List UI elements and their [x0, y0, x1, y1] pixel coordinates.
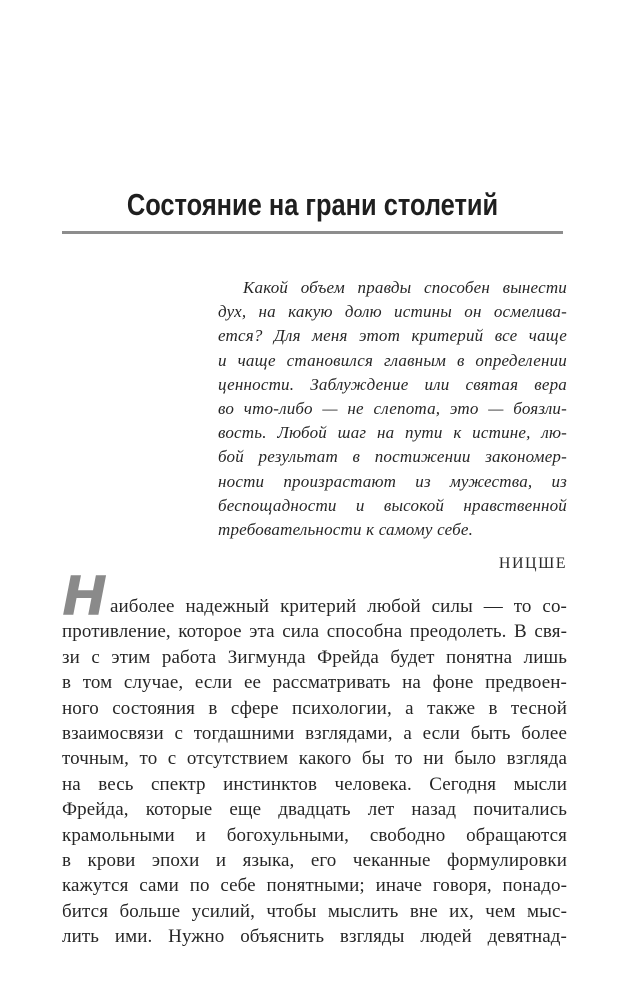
text-line: дух, на какую долю истины он осмелива-	[218, 302, 567, 322]
text-line: требовательности к самому себе.	[218, 520, 474, 540]
text-line: противление, которое эта сила способна преодолеть. В свя-	[62, 621, 567, 643]
chapter-title: Состояние на грани столетий	[126, 187, 499, 222]
epigraph-attribution: НИЦШЕ	[498, 555, 567, 573]
text-line: на весь спектр инстинктов человека. Сегодня мысли	[62, 773, 567, 795]
text-line: во что-либо — не слепота, это — боязли-	[218, 399, 567, 419]
text-line: точным, то с отсутствием какого бы то ни было взгляда	[62, 748, 567, 770]
text-line: ности произрастают из мужества, из	[218, 471, 567, 491]
text-line: ного состояния в сфере психологии, а также в тесной	[62, 697, 567, 719]
text-line: Фрейда, которые еще двадцать лет назад почитались	[62, 799, 567, 821]
text-line: вость. Любой шаг на пути к истине, лю-	[218, 423, 567, 443]
text-line: бой результат в постижении закономер-	[218, 447, 567, 467]
body-lines	[62, 594, 567, 950]
title-divider-rule	[62, 231, 563, 234]
text-line: бится больше усилий, чтобы мыслить вне их, чем мыс-	[62, 900, 567, 922]
text-line: ценности. Заблуждение или святая вера	[218, 374, 567, 394]
text-line: крамольными и богохульными, свободно обращаются	[62, 824, 567, 846]
text-line: в крови эпохи и языка, его чеканные формулировки	[62, 850, 567, 872]
text-line: беспощадности и высокой нравственной	[218, 495, 567, 515]
text-line: кажутся сами по себе понятными; иначе говоря, понадо-	[62, 875, 567, 897]
text-line: взаимосвязи с тогдашними взглядами, а если быть более	[62, 723, 567, 745]
text-line: в том случае, если ее рассматривать на фоне предвоен-	[62, 672, 567, 694]
text-line: ется? Для меня этот критерий все чаще	[218, 326, 567, 346]
text-line: Какой объем правды способен вынести	[243, 278, 567, 297]
text-line: лить ими. Нужно объяснить взгляды людей девятнад-	[62, 926, 567, 948]
body-paragraph	[62, 565, 567, 950]
drop-cap-letter: Н	[62, 565, 108, 628]
epigraph-text	[218, 276, 567, 542]
text-line: зи с этим работа Зигмунда Фрейда будет понятна лишь	[62, 646, 567, 668]
text-line: и чаще становился главным в определении	[218, 350, 567, 370]
epigraph	[218, 276, 567, 573]
text-line: аиболее надежный критерий любой силы — то со-	[110, 596, 567, 617]
